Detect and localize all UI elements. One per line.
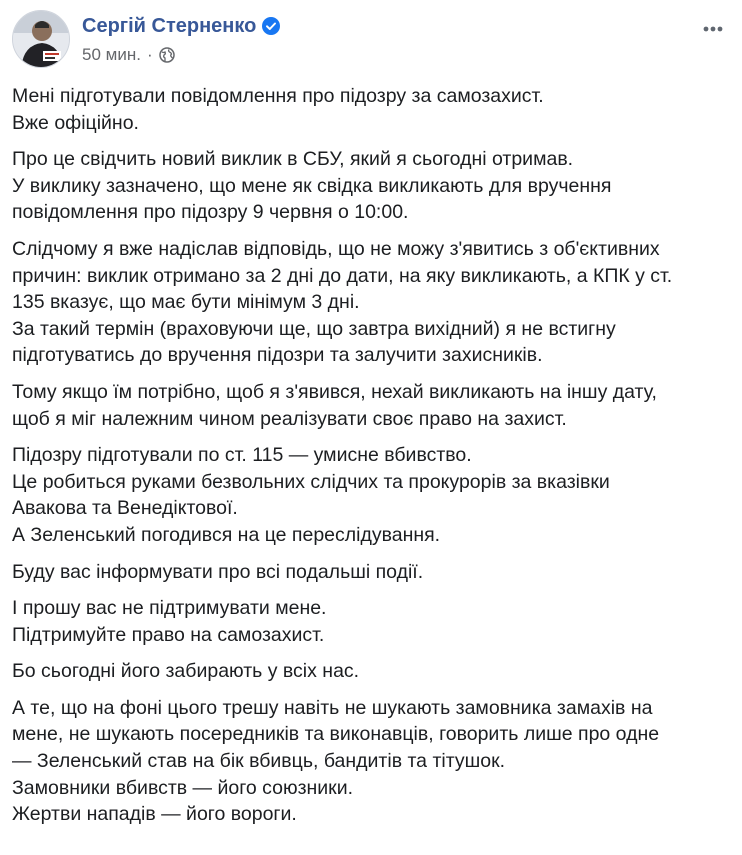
globe-icon[interactable] [159,47,175,63]
text-line: А те, що на фоні цього трешу навіть не шукають замовника замахів на [12,696,653,719]
post-timestamp[interactable]: 50 мин. [82,45,141,64]
post-paragraph [12,236,734,369]
text-line: Буду вас інформувати про всі подальші події. [12,560,424,583]
text-line: Замовники вбивств — його союзники. [12,776,354,799]
text-line: Жертви нападів — його вороги. [12,803,297,826]
text-line: Слідчому я вже надіслав відповідь, що не можу з'явитись з об'єктивних [12,237,660,260]
text-line: Підтримуйте право на самозахист. [12,623,325,646]
author-avatar[interactable] [12,10,70,68]
text-line: Мені підготували повідомлення про підозру за самозахист. [12,85,544,107]
post-paragraph [12,442,734,548]
author-row [82,13,280,39]
text-line: Це робиться руками безвольних слідчих та прокурорів за вказівки [12,470,610,493]
text-line: мене, не шукають посередників та виконавців, говорить лише про одне [12,723,660,746]
text-line: Тому якщо їм потрібно, щоб я з'явився, нехай викликають на іншу дату, [12,380,657,403]
text-line: Вже офіційно. [12,111,139,134]
post-paragraph [12,83,734,136]
text-line: — Зеленський став на бік вбивць, бандитів та тітушок. [12,750,506,773]
text-line: Бо сьогодні його забирають у всіх нас. [12,660,360,683]
post-paragraph [12,658,734,685]
post-text [12,83,734,838]
verified-badge-icon [262,17,280,35]
more-options-icon[interactable] [696,12,730,46]
post-paragraph [12,559,734,586]
text-line: повідомлення про підозру 9 червня о 10:00. [12,201,409,224]
text-line: За такий термін (враховуючи ще, що завтра вихідний) я не встигну [12,317,616,340]
author-name[interactable]: Сергій Стерненко [82,14,257,37]
post-header [12,10,730,70]
post-meta [82,44,175,66]
text-line: щоб я міг належним чином реалізувати своє право на захист. [12,407,567,430]
post-paragraph [12,695,734,828]
text-line: 135 вказує, що має бути мінімум 3 дні. [12,291,360,314]
text-line: І прошу вас не підтримувати мене. [12,597,327,620]
text-line: Про це свідчить новий виклик в СБУ, який я сьогодні отримав. [12,148,574,171]
post-paragraph [12,146,734,226]
meta-separator: · [146,45,153,64]
text-line: причин: виклик отримано за 2 дні до дати, на яку викликають, а КПК у ст. [12,264,673,287]
text-line: А Зеленський погодився на це переслідування. [12,523,441,546]
text-line: Авакова та Венедіктової. [12,497,238,520]
text-line: підготуватись до вручення підозри та залучити захисників. [12,344,543,367]
text-line: Підозру підготували по ст. 115 — умисне вбивство. [12,444,472,467]
post-paragraph [12,595,734,648]
profile-photo [13,11,70,68]
text-line: У виклику зазначено, що мене як свідка викликають для вручення [12,174,612,197]
post-paragraph [12,379,734,432]
